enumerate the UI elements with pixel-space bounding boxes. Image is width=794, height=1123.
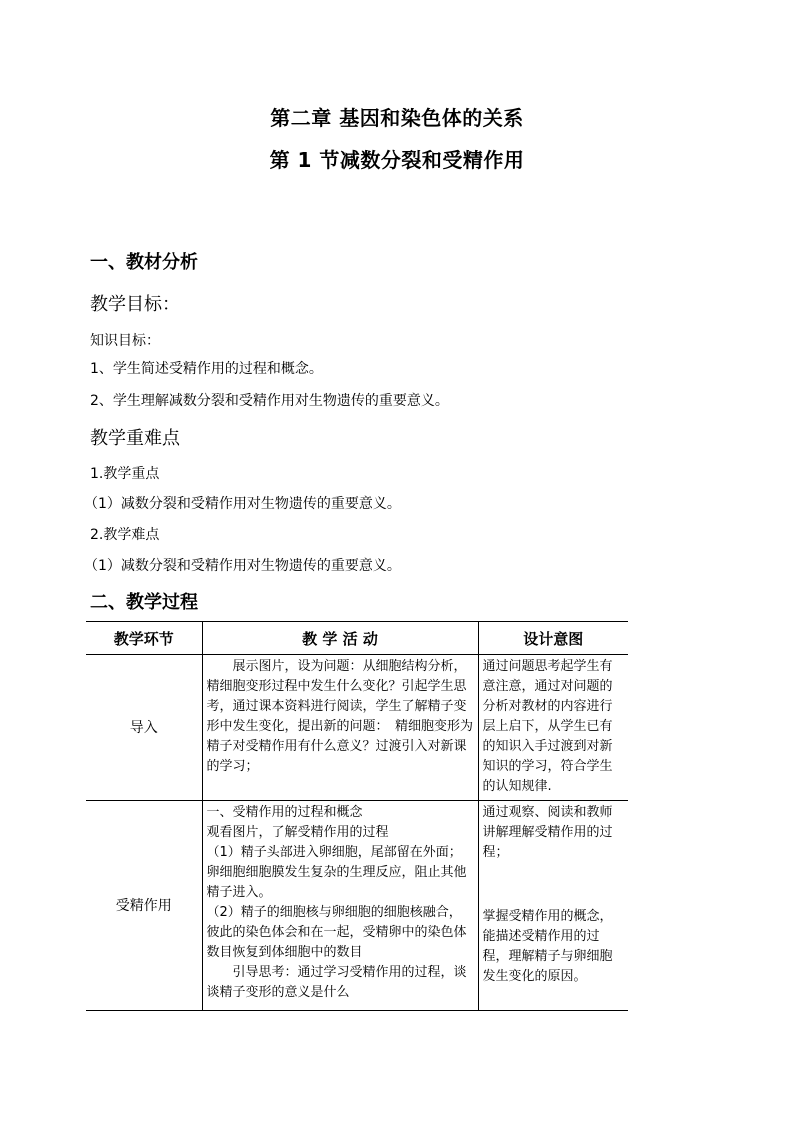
header-intent: 设计意图 xyxy=(478,622,628,655)
section-heading-material-analysis: 一、教材分析 xyxy=(90,252,198,273)
activity-text: 展示图片，设为问题：从细胞结构分析，精细胞变形过程中发生什么变化？引起学生思考，通过课本资料进行阅读，学生了解精子变形中发生变化，提出新的问题： 精细胞变形为精子对受精作用有什么意义？过渡引入对新课的学习； xyxy=(206,659,474,774)
chapter-title: 第二章 基因和染色体的关系 xyxy=(270,106,524,130)
activity-text: 引导思考：通过学习受精作用的过程，谈谈精子变形的意义是什么 xyxy=(206,965,467,1000)
difficulty-heading: 教学重难点 xyxy=(90,428,180,449)
stage-cell: 受精作用 xyxy=(86,801,202,1011)
stage-cell: 导入 xyxy=(86,655,202,801)
key-point-label: 1.教学重点 xyxy=(90,466,160,482)
intent-text: 通过观察、阅读和教师讲解理解受精作用的过程； xyxy=(482,805,613,860)
key-point-item: （1）减数分裂和受精作用对生物遗传的重要意义。 xyxy=(84,496,401,512)
header-activity: 教 学 活 动 xyxy=(202,622,478,655)
difficult-point-label: 2.教学难点 xyxy=(90,527,160,543)
knowledge-goals-label: 知识目标： xyxy=(90,333,160,349)
activity-text: （2）精子的细胞核与卵细胞的细胞核融合，彼此的染色体会和在一起，受精卵中的染色体数目恢复到体细胞中的数目 xyxy=(206,905,467,960)
goal-item: 1、学生简述受精作用的过程和概念。 xyxy=(90,361,323,377)
activity-cell xyxy=(202,801,478,1011)
table-row xyxy=(86,801,628,1011)
difficult-point-item: （1）减数分裂和受精作用对生物遗传的重要意义。 xyxy=(84,558,401,574)
intent-cell xyxy=(478,655,628,801)
table-header-row xyxy=(86,622,628,655)
header-stage: 教学环节 xyxy=(86,622,202,655)
goal-item: 2、学生理解减数分裂和受精作用对生物遗传的重要意义。 xyxy=(90,393,449,409)
intent-cell xyxy=(478,801,628,1011)
section-heading-teaching-process: 二、教学过程 xyxy=(90,592,198,613)
intent-text: 通过问题思考起学生有意注意，通过对问题的分析对教材的内容进行层上启下，从学生已有的知识入手过渡到对新知识的学习，符合学生的认知规律. xyxy=(482,659,613,794)
table-row xyxy=(86,655,628,801)
section-title: 第 1 节减数分裂和受精作用 xyxy=(269,148,525,172)
teaching-process-table xyxy=(86,621,628,1011)
activity-text: 观看图片，了解受精作用的过程 xyxy=(206,825,389,840)
activity-cell xyxy=(202,655,478,801)
intent-text: 掌握受精作用的概念，能描述受精作用的过程，理解精子与卵细胞发生变化的原因。 xyxy=(482,909,613,984)
activity-text: 一、受精作用的过程和概念 xyxy=(206,805,363,820)
goals-heading: 教学目标： xyxy=(90,294,180,315)
activity-text: （1）精子头部进入卵细胞，尾部留在外面；卵细胞细胞膜发生复杂的生理反应，阻止其他精子进入。 xyxy=(206,845,467,900)
